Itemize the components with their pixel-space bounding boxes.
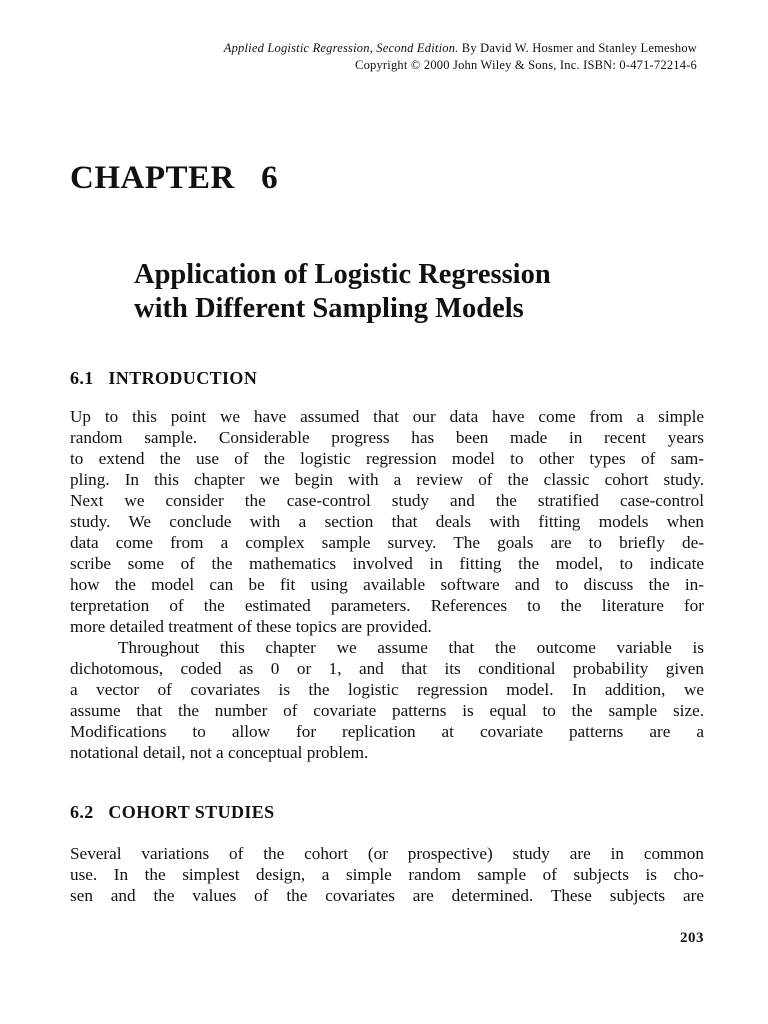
- text-line: to extend the use of the logistic regression model to other types of sam-: [70, 449, 704, 468]
- text-line: more detailed treatment of these topics are provided.: [70, 617, 432, 636]
- text-line: pling. In this chapter we begin with a review of the classic cohort study.: [70, 470, 704, 489]
- authors-text: By David W. Hosmer and Stanley Lemeshow: [458, 41, 697, 55]
- text-line: sen and the values of the covariates are determined. These subjects are: [70, 886, 704, 905]
- chapter-title: [134, 258, 734, 326]
- cohort-studies-body: [70, 843, 704, 906]
- copyright-line: Copyright © 2000 John Wiley & Sons, Inc. ISBN: 0-471-72214-6: [355, 58, 697, 72]
- header-citation-line: [224, 40, 697, 57]
- text-line: use. In the simplest design, a simple random sample of subjects is cho-: [70, 865, 704, 884]
- chapter-title-line: with Different Sampling Models: [134, 293, 524, 324]
- book-title-italic: Applied Logistic Regression, Second Edition.: [223, 41, 459, 55]
- text-line: random sample. Considerable progress has been made in recent years: [70, 428, 704, 447]
- text-line: assume that the number of covariate patterns is equal to the sample size.: [70, 701, 704, 720]
- text-line: data come from a complex sample survey. The goals are to briefly de-: [70, 533, 704, 552]
- section-heading-introduction: 6.1 INTRODUCTION: [70, 368, 258, 388]
- section-heading-cohort-studies: 6.2 COHORT STUDIES: [70, 802, 275, 822]
- copyright-header: [224, 40, 697, 74]
- chapter-label: CHAPTER 6: [70, 160, 279, 196]
- text-line: notational detail, not a conceptual problem.: [70, 743, 369, 762]
- text-line: Modifications to allow for replication at covariate patterns are a: [70, 722, 704, 741]
- text-line: scribe some of the mathematics involved in fitting the model, to indicate: [70, 554, 704, 573]
- text-line: terpretation of the estimated parameters. References to the literature for: [70, 596, 704, 615]
- text-line: a vector of covariates is the logistic regression model. In addition, we: [70, 680, 704, 699]
- text-line: Several variations of the cohort (or prospective) study are in common: [70, 844, 704, 863]
- text-line: study. We conclude with a section that deals with fitting models when: [70, 512, 704, 531]
- text-line: how the model can be fit using available software and to discuss the in-: [70, 575, 704, 594]
- text-line: Up to this point we have assumed that our data have come from a simple: [70, 407, 704, 426]
- text-line: Next we consider the case-control study and the stratified case-control: [70, 491, 704, 510]
- text-line: dichotomous, coded as 0 or 1, and that its conditional probability given: [70, 659, 704, 678]
- chapter-title-line: Application of Logistic Regression: [134, 259, 551, 290]
- introduction-body: [70, 406, 704, 763]
- text-line: Throughout this chapter we assume that the outcome variable is: [118, 638, 704, 657]
- page-number: 203: [680, 930, 704, 946]
